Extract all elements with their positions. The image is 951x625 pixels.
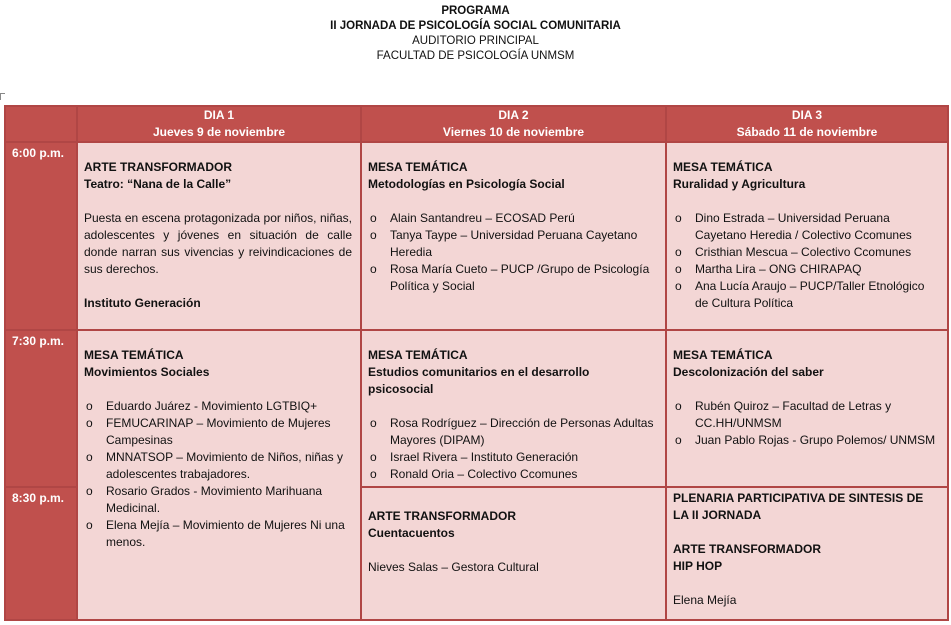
session-type: ARTE TRANSFORMADOR [84,160,232,174]
list-item [673,210,939,244]
list-item [673,432,939,449]
bullet-icon: o [370,467,377,482]
speaker-entry: Rosa Rodríguez – Dirección de Personas Adultas Mayores (DIPAM) [390,416,654,448]
bullet-icon: o [370,416,377,431]
speaker-entry: Elena Mejía – Movimiento de Mujeres Ni una menos. [106,518,345,550]
day-header-row [5,106,948,142]
day-date: Viernes 10 de noviembre [442,125,585,139]
session-title: Ruralidad y Agricultura [673,177,806,191]
list-item [368,415,657,449]
bullet-icon: o [675,399,682,414]
speaker-list [84,398,352,551]
session-title: Teatro: “Nana de la Calle” [84,177,232,191]
list-item [368,210,657,227]
bullet-icon: o [86,416,93,431]
session-cell-d1-s1 [77,142,361,330]
speaker-entry: Rubén Quiroz – Facultad de Letras y CC.HH/UNMSM [695,399,892,431]
bullet-icon: o [86,450,93,465]
session-type: MESA TEMÁTICA [84,348,184,363]
speaker-entry: Alain Santandreu – ECOSAD Perú [390,211,575,225]
session-type: ARTE TRANSFORMADOR [368,509,516,524]
spacer [673,575,939,592]
speaker-entry: Israel Rivera – Instituto Generación [390,450,579,465]
list-item [84,415,352,449]
venue-name: AUDITORIO PRINCIPAL [412,35,539,47]
session-type: MESA TEMÁTICA [368,160,468,174]
speaker-entry: FEMUCARINAP – Movimiento de Mujeres Campesinas [106,416,331,448]
time-slot-row-1 [5,142,948,330]
session-type: MESA TEMÁTICA [673,348,773,363]
bullet-icon: o [675,262,682,276]
list-item [84,449,352,483]
list-item [368,261,657,295]
list-item [673,244,939,261]
spacer [368,542,657,559]
speaker-entry: Ronald Oria – Colectivo Ccomunes [390,467,578,482]
speaker-entry: Rosario Grados - Movimiento Marihuana Medicinal. [106,484,323,516]
speaker-entry: Dino Estrada – Universidad Peruana Cayetano Heredia / Colectivo Ccomunes [695,211,912,242]
speaker-entry: Rosa María Cueto – PUCP /Grupo de Psicología Política y Social [390,262,650,293]
speaker-entry: Ana Lucía Araujo – PUCP/Taller Etnológico de Cultura Política [695,279,925,310]
session-type: MESA TEMÁTICA [368,348,468,363]
speaker-list [368,210,657,295]
list-item [673,398,939,432]
speaker-entry: Juan Pablo Rojas - Grupo Polemos/ UNMSM [695,433,936,448]
session-cell-d1-s2 [77,330,361,620]
faculty-name: FACULTAD DE PSICOLOGÍA UNMSM [376,50,575,62]
list-item [84,483,352,517]
day-header-2 [361,106,666,142]
speaker-list [673,398,939,449]
bullet-icon: o [675,433,682,448]
session-cell-d2-s1 [361,142,666,330]
session-institution: Instituto Generación [84,296,201,310]
program-label: PROGRAMA [441,5,510,17]
session-title: Movimientos Sociales [84,365,210,380]
session-title: Metodologías en Psicología Social [368,177,565,191]
day-date: Jueves 9 de noviembre [152,125,286,139]
bullet-icon: o [86,399,93,414]
session-cell-d2-s3 [361,487,666,620]
time-label-3: 8:30 p.m. [5,487,77,620]
session-type: ARTE TRANSFORMADOR [673,542,821,557]
spacer [673,524,939,541]
day-header-3 [666,106,948,142]
session-title: HIP HOP [673,559,723,574]
bullet-icon: o [86,518,93,533]
corner-header-cell [5,106,77,142]
session-type: MESA TEMÁTICA [673,160,773,174]
speaker-list [673,210,939,312]
time-slot-row-2 [5,330,948,487]
day-label: DIA 2 [498,108,529,122]
schedule-table [4,105,949,621]
time-label-2: 7:30 p.m. [5,330,77,487]
session-cell-d3-s3 [666,487,948,620]
speaker-entry: Tanya Taype – Universidad Peruana Cayetano Heredia [390,228,638,259]
list-item [84,398,352,415]
bullet-icon: o [370,228,377,242]
bullet-icon: o [675,211,682,225]
bullet-icon: o [370,262,377,276]
performer-name: Nieves Salas – Gestora Cultural [368,560,539,575]
program-header [0,4,951,64]
plenary-title: PLENARIA PARTICIPATIVA DE SINTESIS DE LA II JORNADA [673,491,924,523]
event-title: II JORNADA DE PSICOLOGÍA SOCIAL COMUNITARIA [330,20,621,32]
speaker-entry: Martha Lira – ONG CHIRAPAQ [695,262,862,276]
list-item [673,261,939,278]
session-cell-d3-s1 [666,142,948,330]
performer-name: Elena Mejía [673,593,737,608]
session-cell-d2-s2 [361,330,666,487]
bullet-icon: o [675,245,682,259]
bullet-icon: o [86,484,93,499]
list-item [84,517,352,551]
list-item [368,466,657,483]
bullet-icon: o [370,450,377,465]
list-item [368,449,657,466]
session-title: Cuentacuentos [368,526,455,541]
day-label: DIA 1 [203,108,235,122]
speaker-entry: MNNATSOP – Movimiento de Niños, niñas y adolescentes trabajadores. [106,450,343,482]
speaker-list [368,415,657,483]
list-item [673,278,939,312]
session-title: Estudios comunitarios en el desarrollo psicosocial [368,365,590,397]
day-label: DIA 3 [791,108,823,122]
session-cell-d3-s2 [666,330,948,487]
session-title: Descolonización del saber [673,365,824,380]
session-description: Puesta en escena protagonizada por niños, niñas, adolescentes y jóvenes en situación de calle donde narran sus vivencias y reivindicaciones de sus derechos. [84,211,352,276]
bullet-icon: o [370,211,377,225]
list-item [368,227,657,261]
day-date: Sábado 11 de noviembre [736,125,878,139]
speaker-entry: Eduardo Juárez - Movimiento LGTBIQ+ [106,399,318,414]
time-label-1: 6:00 p.m. [5,142,77,330]
table-move-handle[interactable] [0,93,5,100]
speaker-entry: Cristhian Mescua – Colectivo Ccomunes [695,245,912,259]
day-header-1 [77,106,361,142]
bullet-icon: o [675,279,682,293]
